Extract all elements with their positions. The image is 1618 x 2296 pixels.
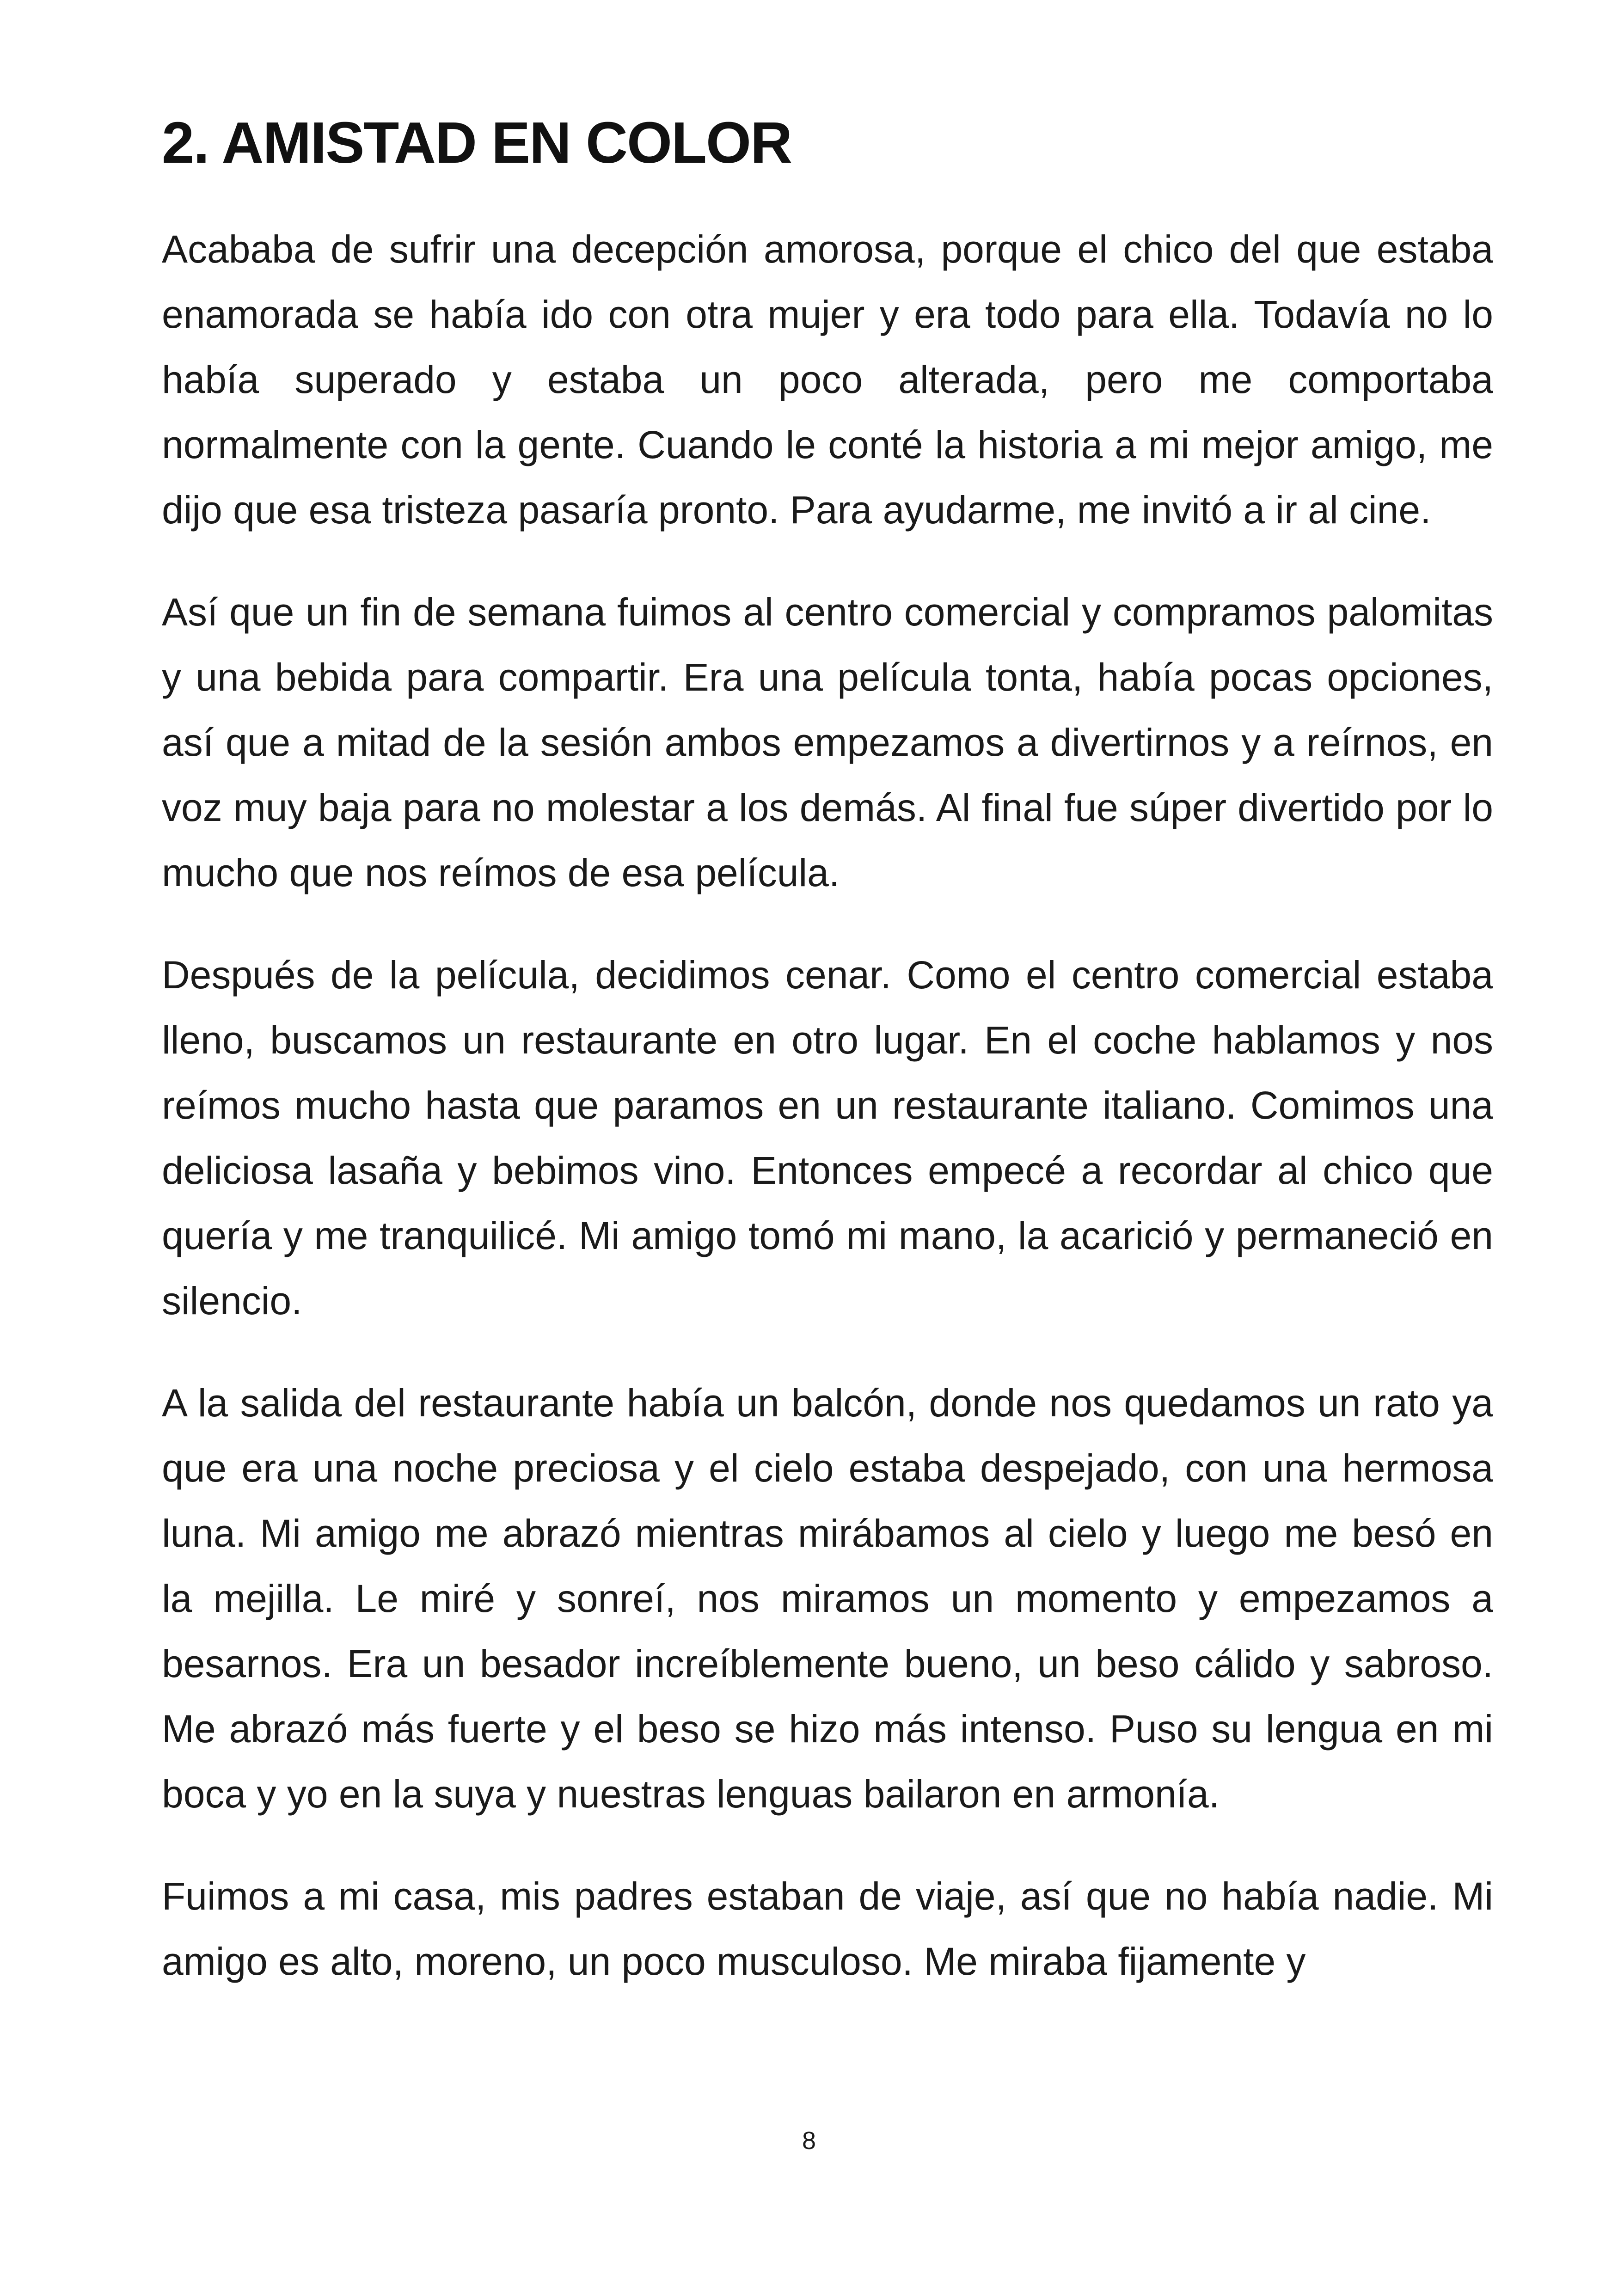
page-number: 8 — [802, 2127, 816, 2155]
chapter-title: 2. AMISTAD EN COLOR — [162, 110, 792, 175]
paragraph: A la salida del restaurante había un balcón, donde nos quedamos un rato ya que era una noche preciosa y el cielo estaba despejado, con una hermosa luna. Mi amigo me abrazó mientras mirábamos al cielo y luego me besó en la mejilla. Le miré y sonreí, nos miramos un momento y empezamos a besarnos. Era un besador increíblemente bueno, un beso cálido y sabroso. Me abrazó más fuerte y el beso se hizo más intenso. Puso su lengua en mi boca y yo en la suya y nuestras lenguas bailaron en armonía. — [162, 1381, 1493, 1816]
paragraph: Después de la película, decidimos cenar. Como el centro comercial estaba lleno, buscamos un restaurante en otro lugar. En el coche hablamos y nos reímos mucho hasta que paramos en un restaurante italiano. Comimos una deliciosa lasaña y bebimos vino. Entonces empecé a recordar al chico que quería y me tranquilicé. Mi amigo tomó mi mano, la acarició y permaneció en silencio. — [162, 953, 1493, 1322]
paragraph: Fuimos a mi casa, mis padres estaban de viaje, así que no había nadie. Mi amigo es alto, moreno, un poco musculoso. Me miraba fijamente y — [162, 1874, 1493, 1983]
paragraph: Así que un fin de semana fuimos al centro comercial y compramos palomitas y una bebida para compartir. Era una película tonta, había pocas opciones, así que a mitad de la sesión ambos empezamos a divertirnos y a reírnos, en voz muy baja para no molestar a los demás. Al final fue súper divertido por lo mucho que nos reímos de esa película. — [162, 590, 1493, 894]
paragraph: Acababa de sufrir una decepción amorosa, porque el chico del que estaba enamorada se había ido con otra mujer y era todo para ella. Todavía no lo había superado y estaba un poco alterada, pero me comportaba normalmente con la gente. Cuando le conté la historia a mi mejor amigo, me dijo que esa tristeza pasaría pronto. Para ayudarme, me invitó a ir al cine. — [162, 227, 1493, 532]
